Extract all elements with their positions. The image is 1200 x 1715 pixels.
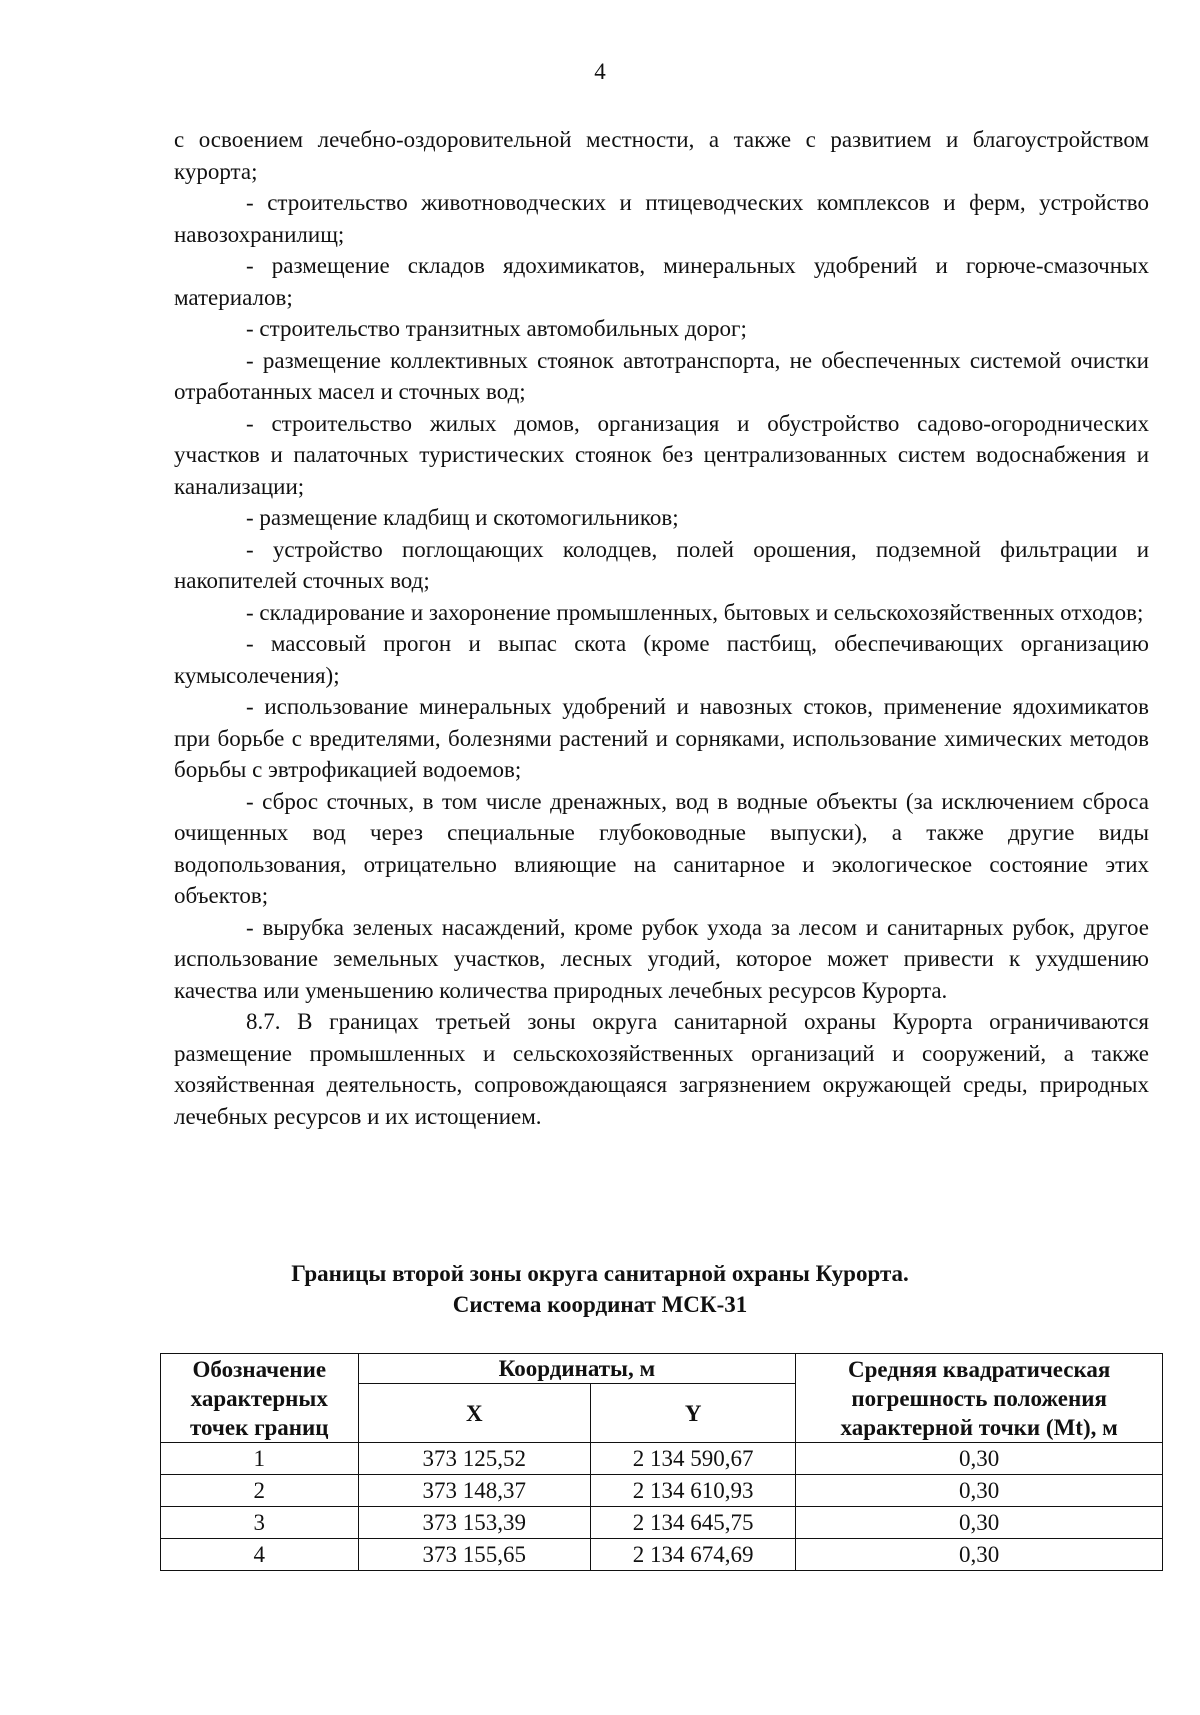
paragraph: - размещение кладбищ и скотомогильников; [246,505,679,530]
cell-x: 373 153,39 [358,1507,591,1539]
cell-mt: 0,30 [796,1507,1163,1539]
paragraph: - использование минеральных удобрений и навозных стоков, применение ядохимикатов при борьбе с вредителями, болезнями растений и сорняками, использование химических методов борьбы с эвтрофикацией водоемов; [174,694,1149,782]
coordinates-table [160,1353,1163,1571]
cell-point: 1 [161,1443,359,1475]
table-row [161,1507,1163,1539]
paragraph: - строительство транзитных автомобильных дорог; [246,316,747,341]
header-mean-square-error: Средняя квадратическая погрешность положения характерной точки (Mt), м [796,1354,1163,1443]
paragraph: - вырубка зеленых насаждений, кроме рубок ухода за лесом и санитарных рубок, другое использование земельных участков, лесных угодий, которое может привести к ухудшению качества или уменьшению количества природных лечебных ресурсов Курорта. [174,914,1149,1003]
cell-point: 3 [161,1507,359,1539]
paragraph-8-7: 8.7. В границах третьей зоны округа санитарной охраны Курорта ограничиваются размещение промышленных и сельскохозяйственных организаций и сооружений, а также хозяйственная деятельность, сопровождающаяся загрязнением окружающей среды, природных лечебных ресурсов и их истощением. [174,1009,1149,1129]
paragraph: с освоением лечебно-оздоровительной местности, а также с развитием и благоустройством курорта; [174,127,1149,184]
cell-mt: 0,30 [796,1475,1163,1507]
header-x: X [358,1384,591,1443]
cell-y: 2 134 590,67 [591,1443,796,1475]
cell-point: 2 [161,1475,359,1507]
table-header-row [161,1354,1163,1384]
paragraph: - сброс сточных, в том числе дренажных, вод в водные объекты (за исключением сброса очищенных вод через специальные глубоководные выпуски), а также другие виды водопользования, отрицательно влияющие на санитарное и экологическое состояние этих объектов; [174,788,1149,908]
header-point-designation: Обозначение характерных точек границ [161,1354,359,1443]
paragraph: - строительство жилых домов, организация и обустройство садово-огороднических участков и палаточных туристических стоянок без централизованных систем водоснабжения и канализации; [174,410,1149,499]
cell-point: 4 [161,1539,359,1571]
paragraph: - строительство животноводческих и птицеводческих комплексов и ферм, устройство навозохранилищ; [174,190,1149,247]
cell-y: 2 134 610,93 [591,1475,796,1507]
page-number: 4 [594,59,606,84]
table-title [0,1258,1200,1320]
table-title-line-2: Система координат МСК-31 [452,1292,748,1317]
cell-mt: 0,30 [796,1443,1163,1475]
body-text [174,124,1149,1132]
cell-x: 373 125,52 [358,1443,591,1475]
table-row [161,1475,1163,1507]
table-row [161,1539,1163,1571]
cell-mt: 0,30 [796,1539,1163,1571]
cell-x: 373 148,37 [358,1475,591,1507]
table-title-line-1: Границы второй зоны округа санитарной охраны Курорта. [291,1261,909,1286]
header-coordinates: Координаты, м [358,1354,796,1384]
paragraph: - размещение коллективных стоянок автотранспорта, не обеспеченных системой очистки отработанных масел и сточных вод; [174,347,1149,404]
paragraph: - массовый прогон и выпас скота (кроме пастбищ, обеспечивающих организацию кумысолечения); [174,631,1149,688]
header-y: Y [591,1384,796,1443]
paragraph: - устройство поглощающих колодцев, полей орошения, подземной фильтрации и накопителей сточных вод; [174,536,1149,593]
table-row [161,1443,1163,1475]
cell-y: 2 134 645,75 [591,1507,796,1539]
paragraph: - размещение складов ядохимикатов, минеральных удобрений и горюче-смазочных материалов; [174,253,1149,310]
paragraph: - складирование и захоронение промышленных, бытовых и сельскохозяйственных отходов; [246,599,1144,625]
cell-y: 2 134 674,69 [591,1539,796,1571]
cell-x: 373 155,65 [358,1539,591,1571]
